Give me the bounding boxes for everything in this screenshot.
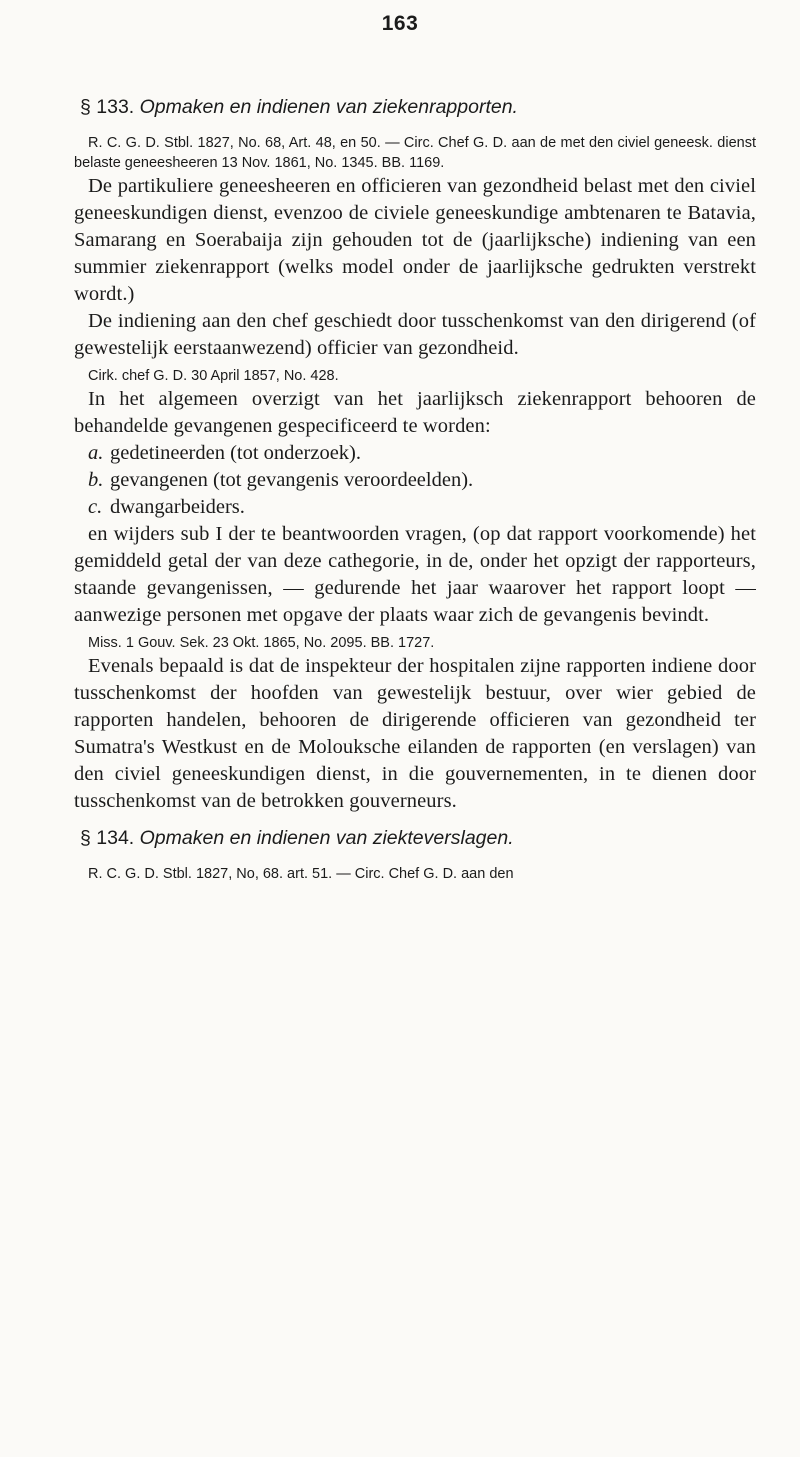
list-item <box>74 440 756 467</box>
paragraph-2: De indiening aan den chef geschiedt door tusschenkomst van den dirigerend (of gewestelijk eerstaanwezend) officier van gezondheid. <box>74 310 756 359</box>
list-text: gedetineerden (tot onderzoek). <box>110 442 362 464</box>
list-text: dwangarbeiders. <box>110 496 245 518</box>
list-text: gevangenen (tot gevangenis veroordeelden). <box>110 469 474 491</box>
citation-missive-1865: Miss. 1 Gouv. Sek. 23 Okt. 1865, No. 2095. BB. 1727. <box>88 635 435 651</box>
section-134-heading <box>74 827 756 850</box>
section-134-title: Opmaken en indienen van ziekteverslagen. <box>139 827 514 849</box>
list-marker: b. <box>88 469 104 491</box>
paragraph-3: In het algemeen overzigt van het jaarlijksch ziekenrapport behooren de behandelde gevangenen gespecificeerd te worden: <box>74 388 756 437</box>
list-item <box>74 467 756 494</box>
section-133-heading <box>74 96 756 119</box>
page-content <box>74 96 756 884</box>
list-marker: a. <box>88 442 104 464</box>
paragraph-4: en wijders sub I der te beantwoorden vragen, (op dat rapport voorkomende) het gemiddeld getal der van deze cathegorie, in de, onder het opzigt der rapporteurs, staande gevangenissen, — gedurende het jaar waarover het rapport loopt — aanwezige personen met opgave der plaats waar zich de gevangenis bevindt. <box>74 523 756 626</box>
section-134-citation: R. C. G. D. Stbl. 1827, No, 68. art. 51. — Circ. Chef G. D. aan den <box>88 866 514 882</box>
section-133-number: § 133. <box>80 96 135 118</box>
section-134-number: § 134. <box>80 827 135 849</box>
section-133-citation: R. C. G. D. Stbl. 1827, No. 68, Art. 48, en 50. — Circ. Chef G. D. aan de met den civiel geneesk. dienst belaste geneesheeren 13 Nov. 1861, No. 1345. BB. 1169. <box>74 135 756 171</box>
paragraph-5: Evenals bepaald is dat de inspekteur der hospitalen zijne rapporten indiene door tusschenkomst der hoofden van gewestelijk bestuur, over wier gebied de rapporten handelen, behooren de dirigerende officieren van gezondheid ter Sumatra's Westkust en de Molouksche eilanden de rapporten (en verslagen) van den civiel geneeskundigen dienst, in die gouvernementen, in te dienen door tusschenkomst van de betrokken gouverneurs. <box>74 655 756 812</box>
section-133-title: Opmaken en indienen van ziekenrapporten. <box>139 96 518 118</box>
list-marker: c. <box>88 496 103 518</box>
page-number: 163 <box>381 12 419 35</box>
list-item <box>74 494 756 521</box>
paragraph-1: De partikuliere geneesheeren en officieren van gezondheid belast met den civiel geneeskundigen dienst, evenzoo de civiele geneeskundige ambtenaren te Batavia, Samarang en Soerabaija zijn gehouden tot de (jaarlijksche) indiening van een summier ziekenrapport (welks model onder de jaarlijksche gedrukten verstrekt wordt.) <box>74 175 756 305</box>
citation-circular-1857: Cirk. chef G. D. 30 April 1857, No. 428. <box>88 368 339 384</box>
prisoner-category-list <box>74 440 756 521</box>
